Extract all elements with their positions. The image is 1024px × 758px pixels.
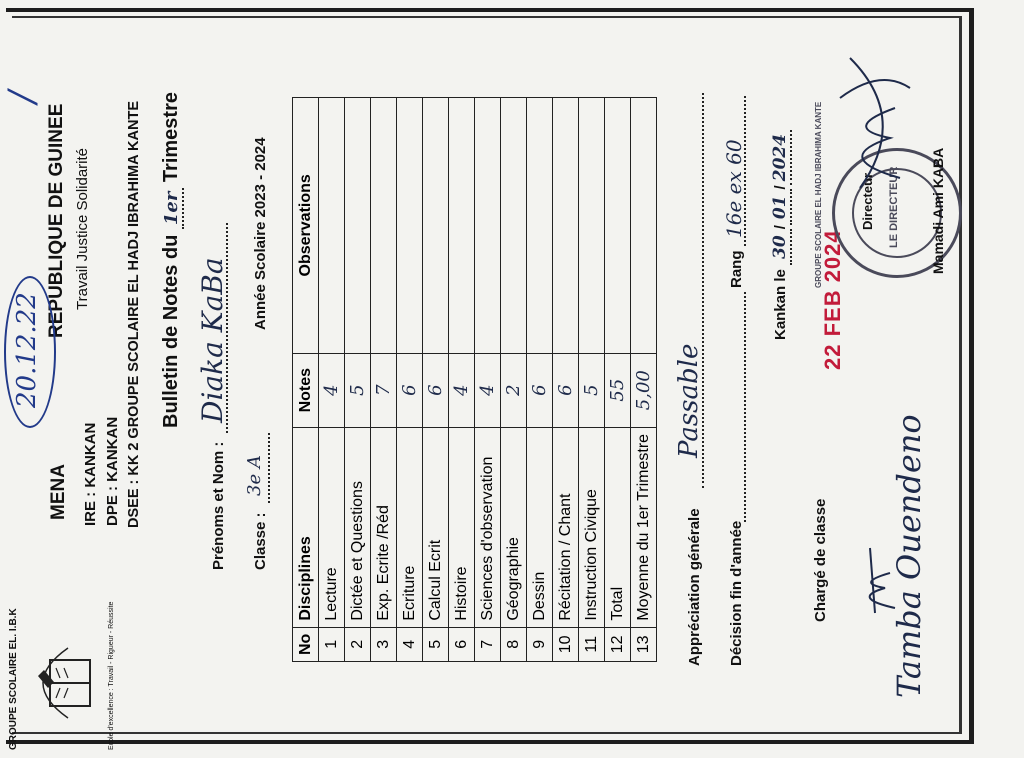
student-name: Diaka KaBa	[196, 257, 229, 423]
row-discipline: Exp. Ecrite /Réd	[371, 427, 397, 627]
table-row	[527, 98, 553, 662]
row-observation	[501, 98, 527, 354]
table-header-row	[293, 98, 319, 662]
republic-title: REPUBLIQUE DE GUINEE	[46, 103, 67, 338]
table-row	[553, 98, 579, 662]
row-observation	[553, 98, 579, 354]
row-number: 1	[319, 627, 345, 661]
grades-table	[292, 97, 657, 662]
row-note: 6	[527, 353, 553, 427]
row-note: 6	[397, 353, 423, 427]
seal-center-text: LE DIRECTEUR	[888, 166, 900, 248]
rang-label: Rang	[728, 250, 745, 288]
date-day: 30	[770, 229, 792, 265]
row-number: 8	[501, 627, 527, 661]
row-observation	[449, 98, 475, 354]
row-number: 13	[631, 627, 657, 661]
header-observations: Observations	[293, 98, 319, 354]
row-observation	[423, 98, 449, 354]
row-discipline: Dictée et Questions	[345, 427, 371, 627]
row-number: 4	[397, 627, 423, 661]
row-note: 5	[579, 353, 605, 427]
row-discipline: Instruction Civique	[579, 427, 605, 627]
director-name: Mamadi Ami KABA	[930, 147, 946, 274]
header-disciplines: Disciplines	[293, 427, 319, 627]
grades-body	[319, 98, 657, 662]
row-discipline: Géographie	[501, 427, 527, 627]
title-suffix: Trimestre	[160, 92, 182, 183]
handwritten-mark: /	[2, 90, 43, 103]
row-note: 55	[605, 353, 631, 427]
row-number: 7	[475, 627, 501, 661]
table-row	[397, 98, 423, 662]
handwritten-number: 20.12.22	[12, 292, 42, 408]
received-date-stamp: 22 FEB 2024	[820, 229, 845, 370]
row-note: 6	[423, 353, 449, 427]
date-prefix: Kankan le	[772, 269, 789, 340]
row-note: 6	[553, 353, 579, 427]
table-row	[605, 98, 631, 662]
name-label: Prénoms et Nom :	[210, 441, 227, 570]
class-label: Classe :	[252, 512, 269, 570]
row-number: 12	[605, 627, 631, 661]
table-row	[579, 98, 605, 662]
rang-value: 16e ex 60	[722, 139, 746, 238]
row-discipline: Sciences d'observation	[475, 427, 501, 627]
book-emblem-icon	[8, 638, 108, 728]
dsee-label: DSEE : KK 2 GROUPE SCOLAIRE EL HADJ IBRAHIMA KANTE	[126, 101, 142, 528]
row-number: 5	[423, 627, 449, 661]
row-observation	[319, 98, 345, 354]
school-year: Année Scolaire 2023 - 2024	[252, 137, 269, 330]
teacher-name: Tamba Ouendeno	[890, 414, 928, 698]
class-value: 3e A	[244, 455, 265, 496]
row-number: 9	[527, 627, 553, 661]
motto: Travail Justice Solidarité	[74, 147, 91, 310]
school-logo	[8, 638, 108, 728]
class-dotted-line	[268, 433, 270, 503]
dpe-label: DPE : KANKAN	[104, 416, 121, 526]
row-discipline: Histoire	[449, 427, 475, 627]
director-signature	[820, 48, 920, 198]
table-row	[345, 98, 371, 662]
table-row	[501, 98, 527, 662]
date-month: 01	[770, 189, 792, 225]
table-row	[423, 98, 449, 662]
row-note: 5,00	[631, 353, 657, 427]
row-note: 4	[475, 353, 501, 427]
appreciation-value: Passable	[674, 343, 704, 458]
row-number: 2	[345, 627, 371, 661]
decision-dotted-line	[744, 292, 746, 522]
teacher-label: Chargé de classe	[812, 498, 829, 622]
table-row	[475, 98, 501, 662]
row-observation	[631, 98, 657, 354]
row-observation	[475, 98, 501, 354]
logo-text: GROUPE SCOLAIRE EL. I.B.K	[8, 608, 19, 750]
row-note: 2	[501, 353, 527, 427]
row-observation	[345, 98, 371, 354]
appreciation-label: Appréciation générale	[686, 508, 703, 666]
row-discipline: Lecture	[319, 427, 345, 627]
table-row	[449, 98, 475, 662]
table-row	[319, 98, 345, 662]
date-line: Kankan le 30/01/2024	[770, 130, 790, 340]
decision-label: Décision fin d'année	[728, 520, 745, 666]
logo-motto: Ecole d'excellence : Travail - Rigueur - Réussite	[108, 601, 115, 750]
title-prefix: Bulletin de Notes du	[160, 234, 182, 428]
row-number: 11	[579, 627, 605, 661]
row-observation	[397, 98, 423, 354]
row-note: 4	[449, 353, 475, 427]
row-discipline: Calcul Ecrit	[423, 427, 449, 627]
row-number: 6	[449, 627, 475, 661]
ire-label: IRE : KANKAN	[82, 422, 99, 526]
date-year: 2024	[770, 130, 792, 185]
row-note: 5	[345, 353, 371, 427]
bulletin-title	[160, 92, 183, 428]
title-trimestre-number: 1er	[161, 188, 184, 229]
director-title: Directeur	[860, 172, 875, 230]
row-observation	[579, 98, 605, 354]
seal-ring-text: GROUPE SCOLAIRE EL HADJ IBRAHIMA KANTE	[814, 101, 823, 288]
ministry-name: MENA	[48, 464, 69, 520]
row-note: 4	[319, 353, 345, 427]
table-row	[371, 98, 397, 662]
row-discipline: Récitation / Chant	[553, 427, 579, 627]
row-discipline: Ecriture	[397, 427, 423, 627]
row-discipline: Dessin	[527, 427, 553, 627]
row-discipline: Total	[605, 427, 631, 627]
row-observation	[605, 98, 631, 354]
header-notes: Notes	[293, 353, 319, 427]
row-number: 10	[553, 627, 579, 661]
table-row	[631, 98, 657, 662]
row-observation	[527, 98, 553, 354]
row-discipline: Moyenne du 1er Trimestre	[631, 427, 657, 627]
row-number: 3	[371, 627, 397, 661]
row-observation	[371, 98, 397, 354]
header-no: No	[293, 627, 319, 661]
row-note: 7	[371, 353, 397, 427]
